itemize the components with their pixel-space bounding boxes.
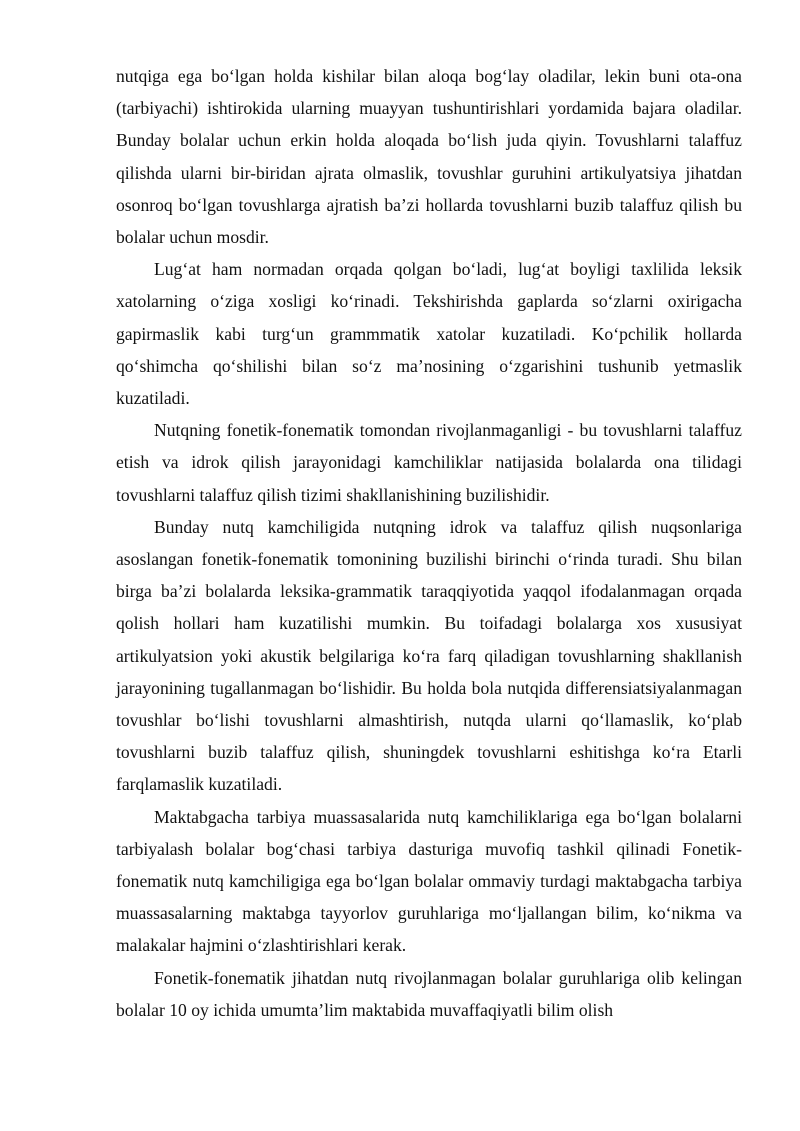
paragraph-3: Nutqning fonetik-fonematik tomondan rivojlanmaganligi - bu tovushlarni talaffuz etish va idrok qilish jarayonidagi kamchiliklar natijasida bolalarda ona tilidagi tovushlarni talaffuz qilish tizimi shakllanishining buzilishidir. (116, 420, 742, 505)
paragraph-6: Fonetik-fonematik jihatdan nutq rivojlanmagan bolalar guruhlariga olib kelingan bolalar 10 oy ichida umumta’lim maktabida muvaffaqiyatli bilim olish (116, 967, 742, 1020)
paragraph-5: Maktabgacha tarbiya muassasalarida nutq kamchiliklariga ega bo‘lgan bolalarni tarbiyalash bolalar bog‘chasi tarbiya dasturiga muvofiq tashkil qilinadi Fonetik- fonematik nutq kamchiligiga ega bo‘lgan bolalar ommaviy turdagi maktabgacha tarbiya muassasalarning maktabga tayyorlov guruhlariga mo‘ljallangan bilim, ko‘nikma va malakalar hajmini o‘zlashtirishlari kerak. (116, 806, 742, 956)
paragraph-4: Bunday nutq kamchiligida nutqning idrok va talaffuz qilish nuqsonlariga asoslangan fonetik-fonematik tomonining buzilishi birinchi o‘rinda turadi. Shu bilan birga ba’zi bolalarda leksika-grammatik taraqqiyotida yaqqol ifodalanmagan orqada qolish hollari ham kuzatilishi mumkin. Bu toifadagi bolalarga xos xususiyat artikulyatsion yoki akustik belgilariga ko‘ra farq qiladigan tovushlarning shakllanish jarayonining tugallanmagan bo‘lishidir. Bu holda bola nutqida differensiatsiyalanmagan tovushlar bo‘lishi tovushlarni almashtirish, nutqda ularni qo‘llamaslik, ko‘plab tovushlarni buzib talaffuz qilish, shuningdek tovushlarni eshitishga ko‘ra Etarli farqlamaslik kuzatiladi. (116, 516, 742, 795)
paragraph-2: Lug‘at ham normadan orqada qolgan bo‘ladi, lug‘at boyligi taxlilida leksik xatolarning o‘ziga xosligi ko‘rinadi. Tekshirishda gaplarda so‘zlarni oxirigacha gapirmaslik kabi turg‘un grammmatik xatolar kuzatiladi. Ko‘pchilik hollarda qo‘shimcha qo‘shilishi bilan so‘z ma’nosining o‘zgarishini tushunib yetmaslik kuzatiladi. (116, 259, 742, 409)
document-page (116, 60, 742, 1026)
paragraph-1: nutqiga ega bo‘lgan holda kishilar bilan aloqa bog‘lay oladilar, lekin buni ota-ona (tarbiyachi) ishtirokida ularning muayyan tushuntirishlari yordamida bajara oladilar. Bunday bolalar uchun erkin holda aloqada bo‘lish juda qiyin. Tovushlarni talaffuz qilishda ularni bir-biridan ajrata olmaslik, tovushlar guruhini artikulyatsiya jihatdan osonroq bo‘lgan tovushlarga ajratish ba’zi hollarda tovushlarni buzib talaffuz qilish bu bolalar uchun mosdir. (116, 66, 742, 248)
